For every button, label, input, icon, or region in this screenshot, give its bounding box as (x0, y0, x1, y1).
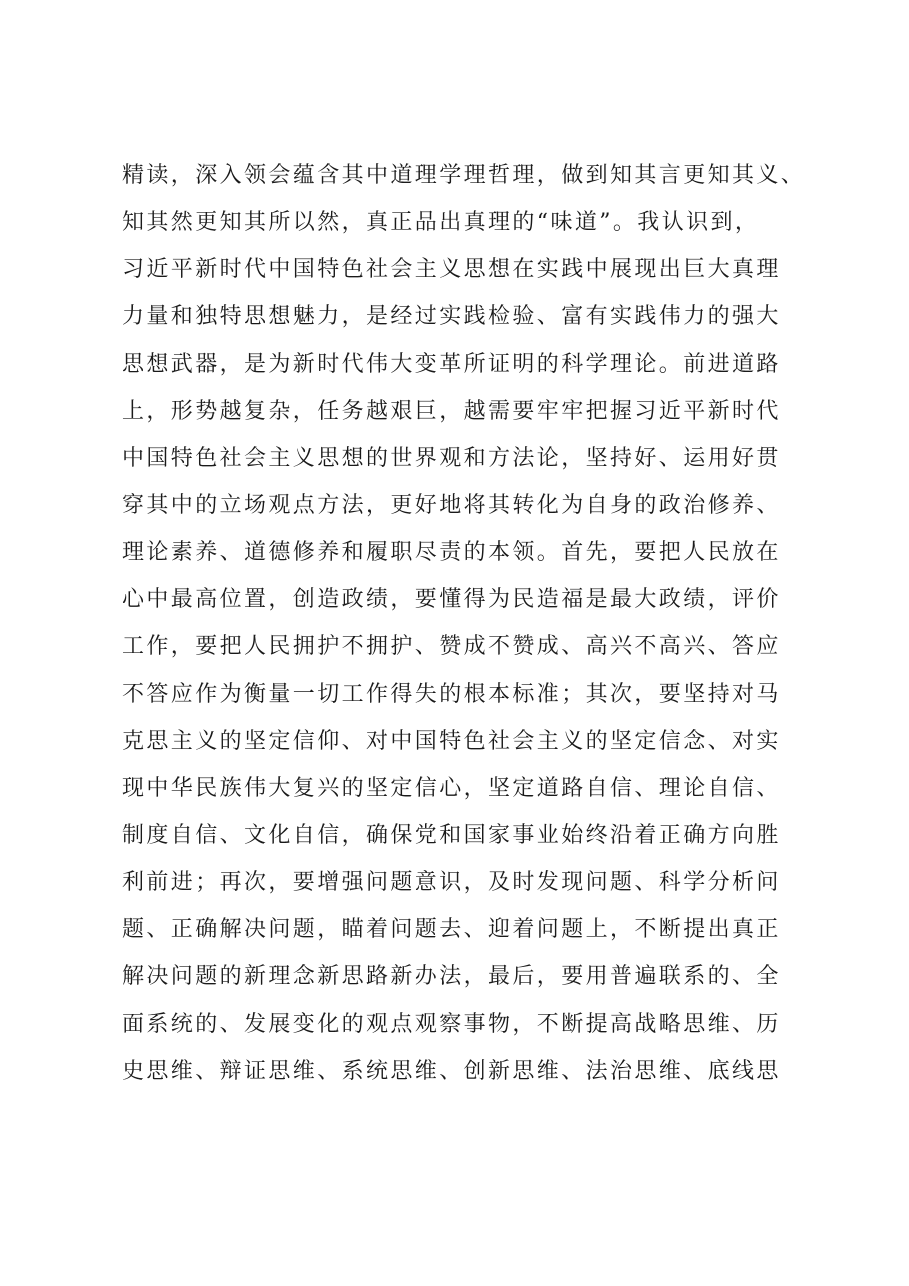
text-line: 上，形势越复杂，任务越艰巨，越需要牢牢把握习近平新时代 (122, 398, 781, 424)
text-line: 理论素养、道德修养和履职尽责的本领。首先，要把人民放在 (122, 540, 781, 566)
text-line: 克思主义的坚定信仰、对中国特色社会主义的坚定信念、对实 (122, 728, 781, 754)
text-line: 不答应作为衡量一切工作得失的根本标准；其次，要坚持对马 (122, 681, 781, 707)
text-line: 中国特色社会主义思想的世界观和方法论，坚持好、运用好贯 (122, 445, 781, 471)
text-line: 习近平新时代中国特色社会主义思想在实践中展现出巨大真理 (122, 257, 781, 283)
body-paragraph (122, 152, 806, 1095)
text-line: 题、正确解决问题，瞄着问题去、迎着问题上，不断提出真正 (122, 917, 781, 943)
text-line: 现中华民族伟大复兴的坚定信心，坚定道路自信、理论自信、 (122, 775, 781, 801)
text-line: 精读，深入领会蕴含其中道理学理哲理，做到知其言更知其义、 (122, 163, 806, 188)
text-line: 心中最高位置，创造政绩，要懂得为民造福是最大政绩，评价 (122, 587, 781, 613)
text-line: 面系统的、发展变化的观点观察事物，不断提高战略思维、历 (122, 1011, 781, 1037)
text-line: 史思维、辩证思维、系统思维、创新思维、法治思维、底线思 (122, 1058, 781, 1084)
text-line: 思想武器，是为新时代伟大变革所证明的科学理论。前进道路 (122, 351, 781, 377)
text-line: 工作，要把人民拥护不拥护、赞成不赞成、高兴不高兴、答应 (122, 634, 781, 660)
text-line: 力量和独特思想魅力，是经过实践检验、富有实践伟力的强大 (122, 304, 781, 330)
text-line: 知其然更知其所以然，真正品出真理的“味道”。我认识到， (122, 210, 760, 236)
text-line: 解决问题的新理念新思路新办法，最后，要用普遍联系的、全 (122, 964, 781, 990)
text-line: 穿其中的立场观点方法，更好地将其转化为自身的政治修养、 (122, 492, 781, 518)
text-line: 利前进；再次，要增强问题意识，及时发现问题、科学分析问 (122, 870, 781, 896)
text-line: 制度自信、文化自信，确保党和国家事业始终沿着正确方向胜 (122, 822, 781, 848)
